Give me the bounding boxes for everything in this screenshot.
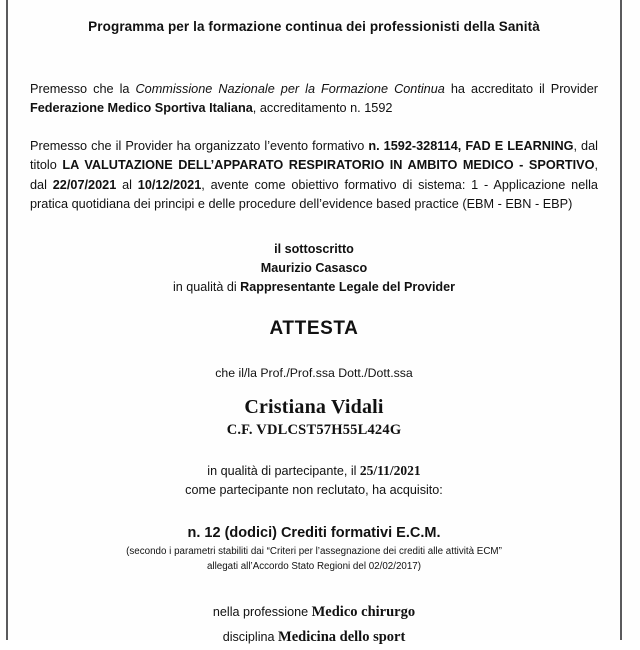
provider-name: Federazione Medico Sportiva Italiana: [30, 100, 253, 115]
participant-fiscal-code: C.F. VDLCST57H55L424G: [226, 422, 402, 439]
profession-block: [30, 600, 598, 650]
commission-name: Commissione Nazionale per la Formazione Continua: [135, 81, 445, 96]
accreditation-tail: , accreditamento n. 1592: [252, 100, 393, 115]
signatory-role-line: [30, 278, 598, 297]
signatory-block: [30, 240, 598, 296]
discipline-value: Medicina dello sport: [278, 628, 406, 645]
participant-salutation: che il/la Prof./Prof.ssa Dott./Dott.ssa: [215, 366, 413, 381]
participation-date: 25/11/2021: [359, 463, 421, 479]
credits-note-line-2: allegati all’Accordo Stato Regioni del 02/02/2017): [206, 561, 422, 573]
accreditation-lead: Premesso che la: [30, 81, 136, 96]
page-border-right: [620, 0, 622, 640]
credits-note-line-1: (secondo i parametri stabiliti dai “Criteri per l’assegnazione dei crediti alle attività ECM”: [126, 546, 502, 558]
profession-label: nella professione: [212, 604, 312, 619]
event-lead: Premesso che il Provider ha organizzato l’evento formativo: [30, 139, 369, 154]
credits-note: [30, 545, 598, 574]
event-date-from: 22/07/2021: [52, 177, 117, 192]
discipline-line: [30, 625, 598, 650]
attesta-heading: ATTESTA: [269, 318, 359, 340]
accreditation-mid: ha accreditato il Provider: [444, 81, 598, 96]
page-title: Programma per la formazione continua dei professionisti della Sanità: [88, 19, 540, 34]
page-border-left: [6, 0, 8, 640]
signatory-role-label: in qualità di: [172, 279, 241, 294]
profession-value: Medico chirurgo: [311, 603, 416, 620]
event-title: LA VALUTAZIONE DELL’APPARATO RESPIRATORIO IN AMBITO MEDICO - SPORTIVO: [62, 158, 595, 173]
event-after-code: , dal titolo: [30, 139, 598, 173]
event-between-dates: al: [116, 177, 138, 192]
participation-role-label: in qualità di partecipante, il: [207, 464, 360, 479]
participation-acquisition: come partecipante non reclutato, ha acquisito:: [185, 483, 443, 498]
paragraph-event: [30, 137, 598, 214]
participant-name: Cristiana Vidali: [244, 396, 384, 419]
paragraph-accreditation: [30, 80, 598, 119]
credits-line: n. 12 (dodici) Crediti formativi E.C.M.: [187, 525, 441, 542]
participation-block: [30, 461, 598, 500]
signatory-intro: il sottoscritto: [274, 242, 354, 257]
discipline-label: disciplina: [222, 629, 279, 644]
event-code: n. 1592-328114, FAD E LEARNING: [368, 139, 574, 154]
signatory-role-value: Rappresentante Legale del Provider: [240, 279, 456, 294]
document-content: [30, 0, 598, 650]
participation-role-line: [30, 461, 598, 481]
event-date-to: 10/12/2021: [137, 177, 202, 192]
event-after-title: , dal: [30, 158, 599, 192]
signatory-name: Maurizio Casasco: [260, 260, 368, 275]
profession-line: [30, 600, 598, 625]
event-tail: , avente come obiettivo formativo di sistema: 1 - Applicazione nella pratica quotidiana dei principi e delle procedure dell’evidence based practice (EBM - EBN - EBP): [30, 177, 598, 212]
